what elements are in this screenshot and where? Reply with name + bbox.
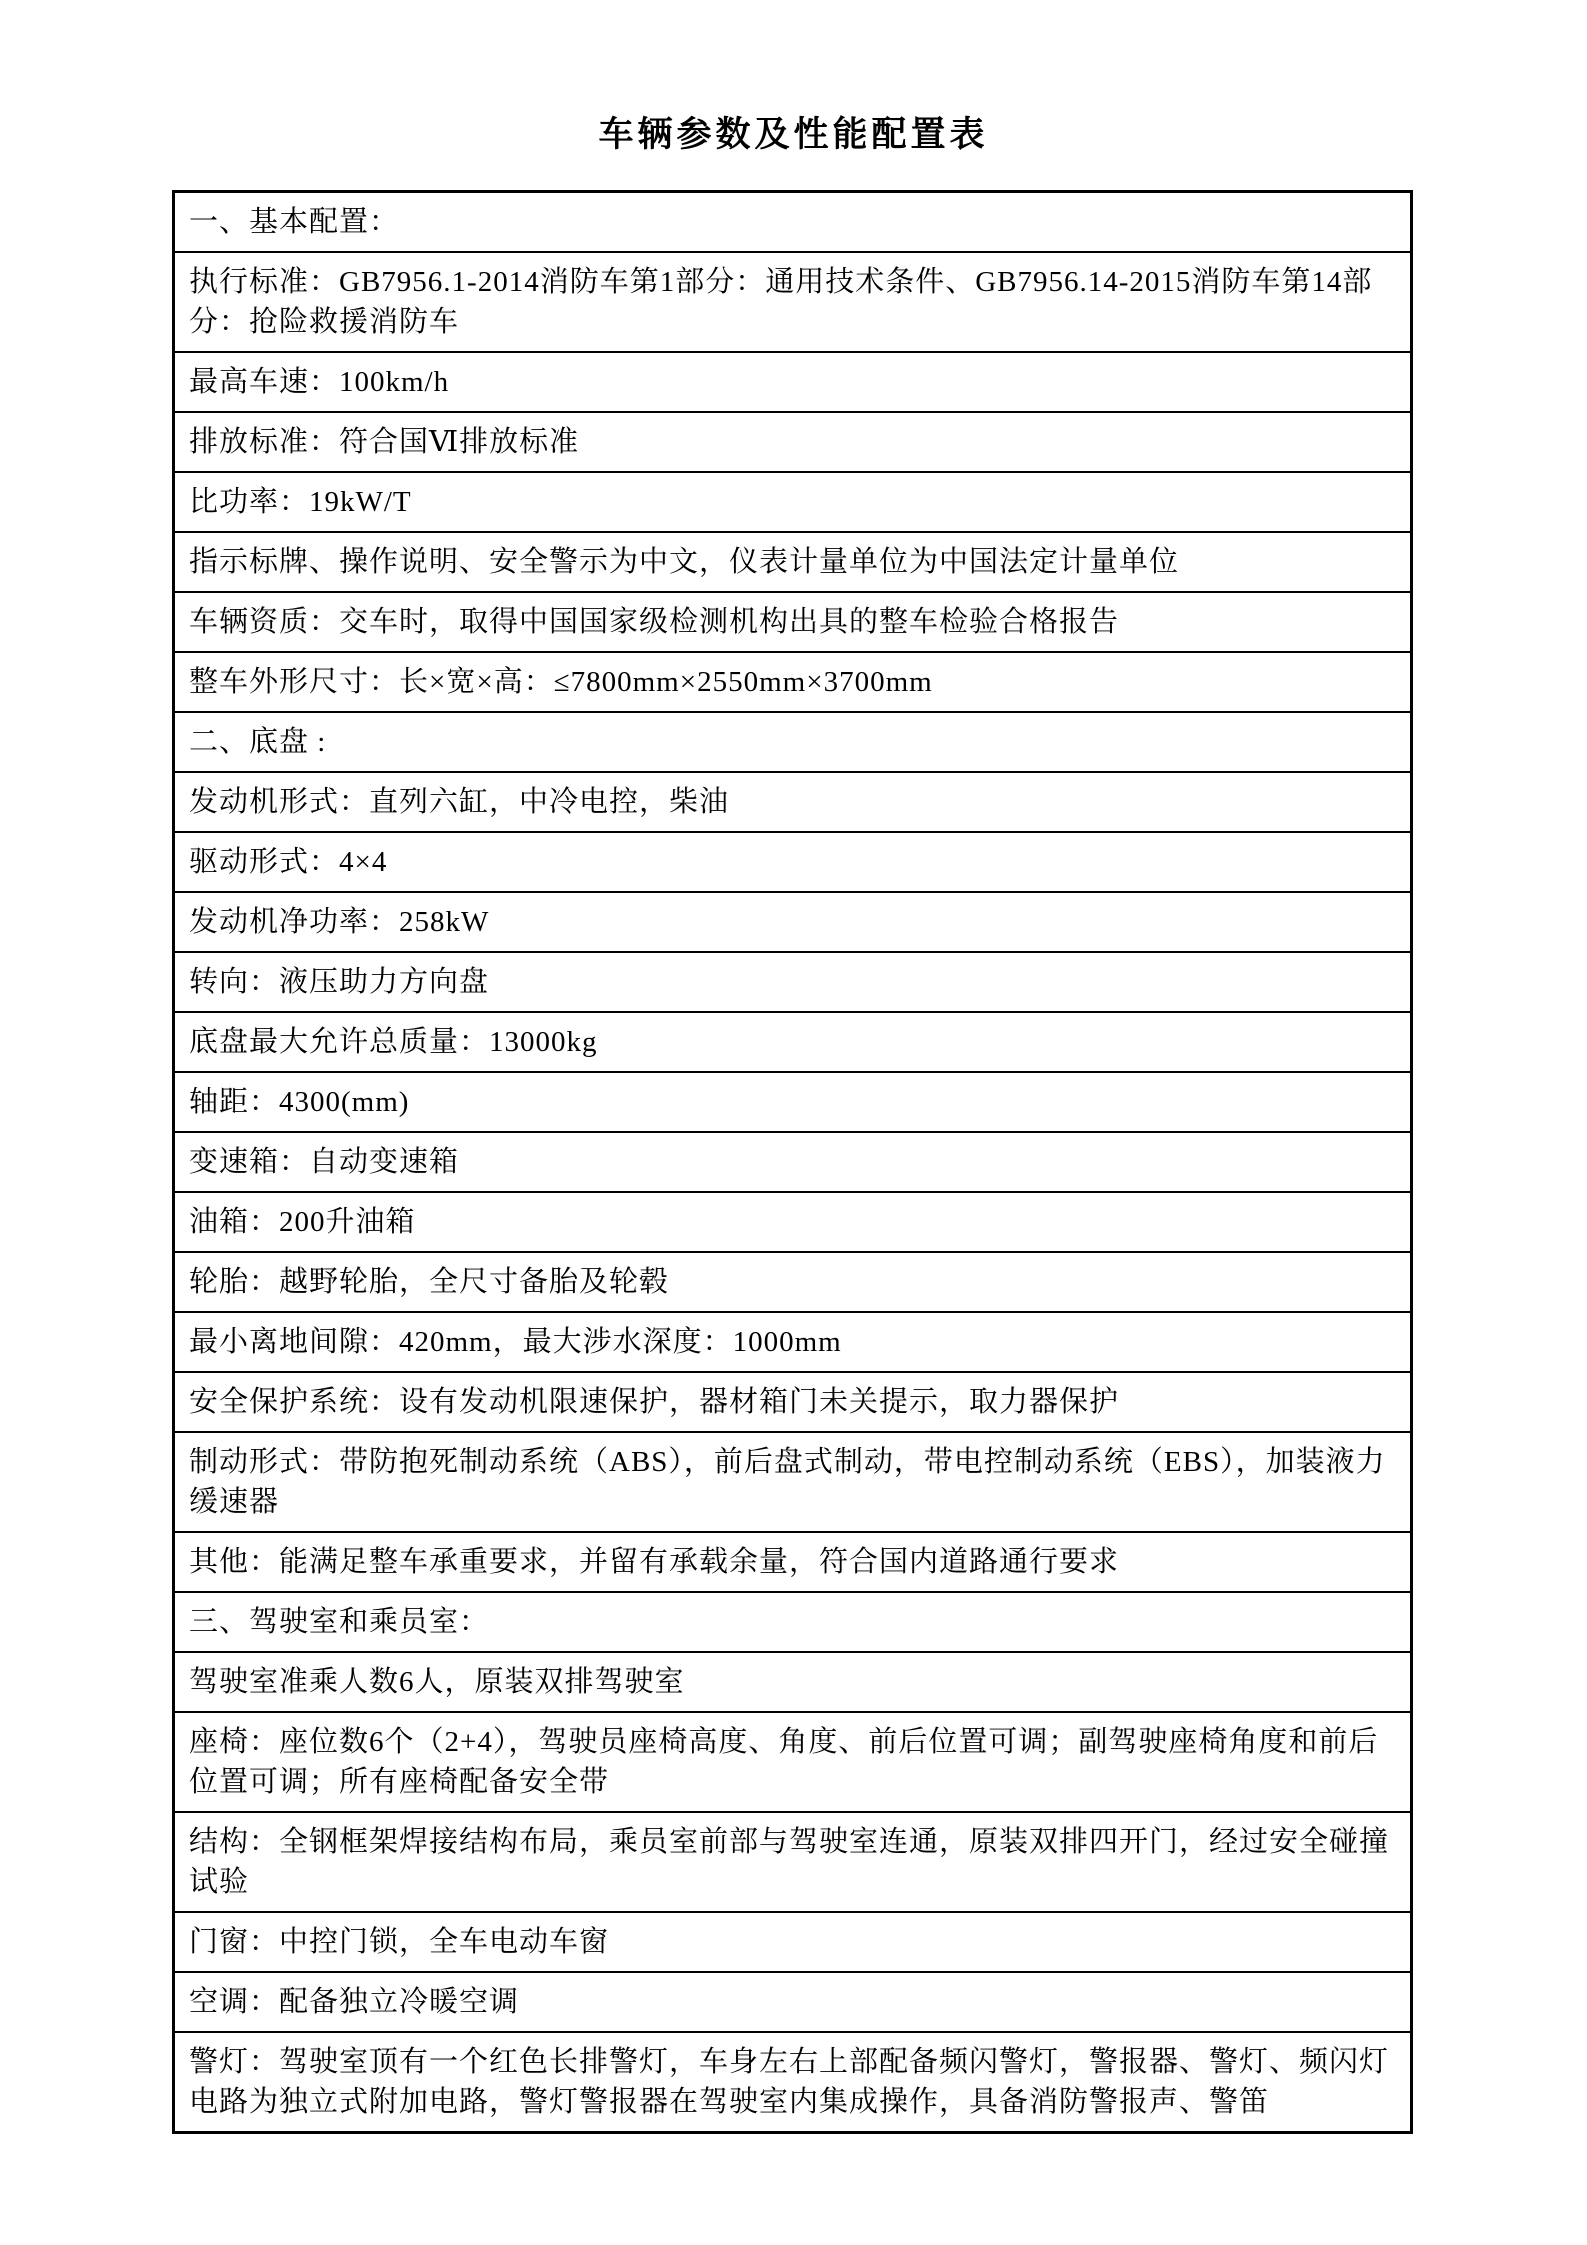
spec-table	[172, 190, 1413, 2134]
table-row: 轮胎：越野轮胎，全尺寸备胎及轮毂	[175, 1251, 1410, 1311]
table-row: 驾驶室准乘人数6人，原装双排驾驶室	[175, 1651, 1410, 1711]
table-row: 油箱：200升油箱	[175, 1191, 1410, 1251]
table-row: 其他：能满足整车承重要求，并留有承载余量，符合国内道路通行要求	[175, 1531, 1410, 1591]
table-row: 比功率：19kW/T	[175, 471, 1410, 531]
table-row: 底盘最大允许总质量：13000kg	[175, 1011, 1410, 1071]
table-row: 安全保护系统：设有发动机限速保护，器材箱门未关提示，取力器保护	[175, 1371, 1410, 1431]
table-row: 门窗：中控门锁，全车电动车窗	[175, 1911, 1410, 1971]
table-row: 座椅：座位数6个（2+4），驾驶员座椅高度、角度、前后位置可调；副驾驶座椅角度和前后位置可调；所有座椅配备安全带	[175, 1711, 1410, 1811]
table-row: 最高车速：100km/h	[175, 351, 1410, 411]
page-title: 车辆参数及性能配置表	[598, 115, 989, 154]
table-row: 一、基本配置：	[189, 206, 400, 238]
table-row: 空调：配备独立冷暖空调	[175, 1971, 1410, 2031]
table-row: 制动形式：带防抱死制动系统（ABS），前后盘式制动，带电控制动系统（EBS），加装液力缓速器	[175, 1431, 1410, 1531]
table-row: 轴距：4300(mm)	[175, 1071, 1410, 1131]
table-row: 最小离地间隙：420mm，最大涉水深度：1000mm	[175, 1311, 1410, 1371]
table-row: 排放标准：符合国Ⅵ排放标准	[175, 411, 1410, 471]
table-row: 变速箱：自动变速箱	[175, 1131, 1410, 1191]
table-row: 发动机形式：直列六缸，中冷电控，柴油	[175, 771, 1410, 831]
table-row: 二、底盘 :	[175, 711, 1410, 771]
table-row: 驱动形式：4×4	[175, 831, 1410, 891]
table-row: 警灯：驾驶室顶有一个红色长排警灯，车身左右上部配备频闪警灯，警报器、警灯、频闪灯电路为独立式附加电路，警灯警报器在驾驶室内集成操作，具备消防警报声、警笛	[175, 2031, 1410, 2131]
table-row: 转向：液压助力方向盘	[175, 951, 1410, 1011]
table-row: 三、驾驶室和乘员室：	[175, 1591, 1410, 1651]
table-row: 结构：全钢框架焊接结构布局，乘员室前部与驾驶室连通，原装双排四开门，经过安全碰撞试验	[175, 1811, 1410, 1911]
table-row: 车辆资质：交车时，取得中国国家级检测机构出具的整车检验合格报告	[175, 591, 1410, 651]
table-row: 执行标准：GB7956.1-2014消防车第1部分：通用技术条件、GB7956.14-2015消防车第14部分：抢险救援消防车	[175, 251, 1410, 351]
table-row: 发动机净功率：258kW	[175, 891, 1410, 951]
table-row: 指示标牌、操作说明、安全警示为中文，仪表计量单位为中国法定计量单位	[175, 531, 1410, 591]
table-row: 整车外形尺寸：长×宽×高：≤7800mm×2550mm×3700mm	[175, 651, 1410, 711]
